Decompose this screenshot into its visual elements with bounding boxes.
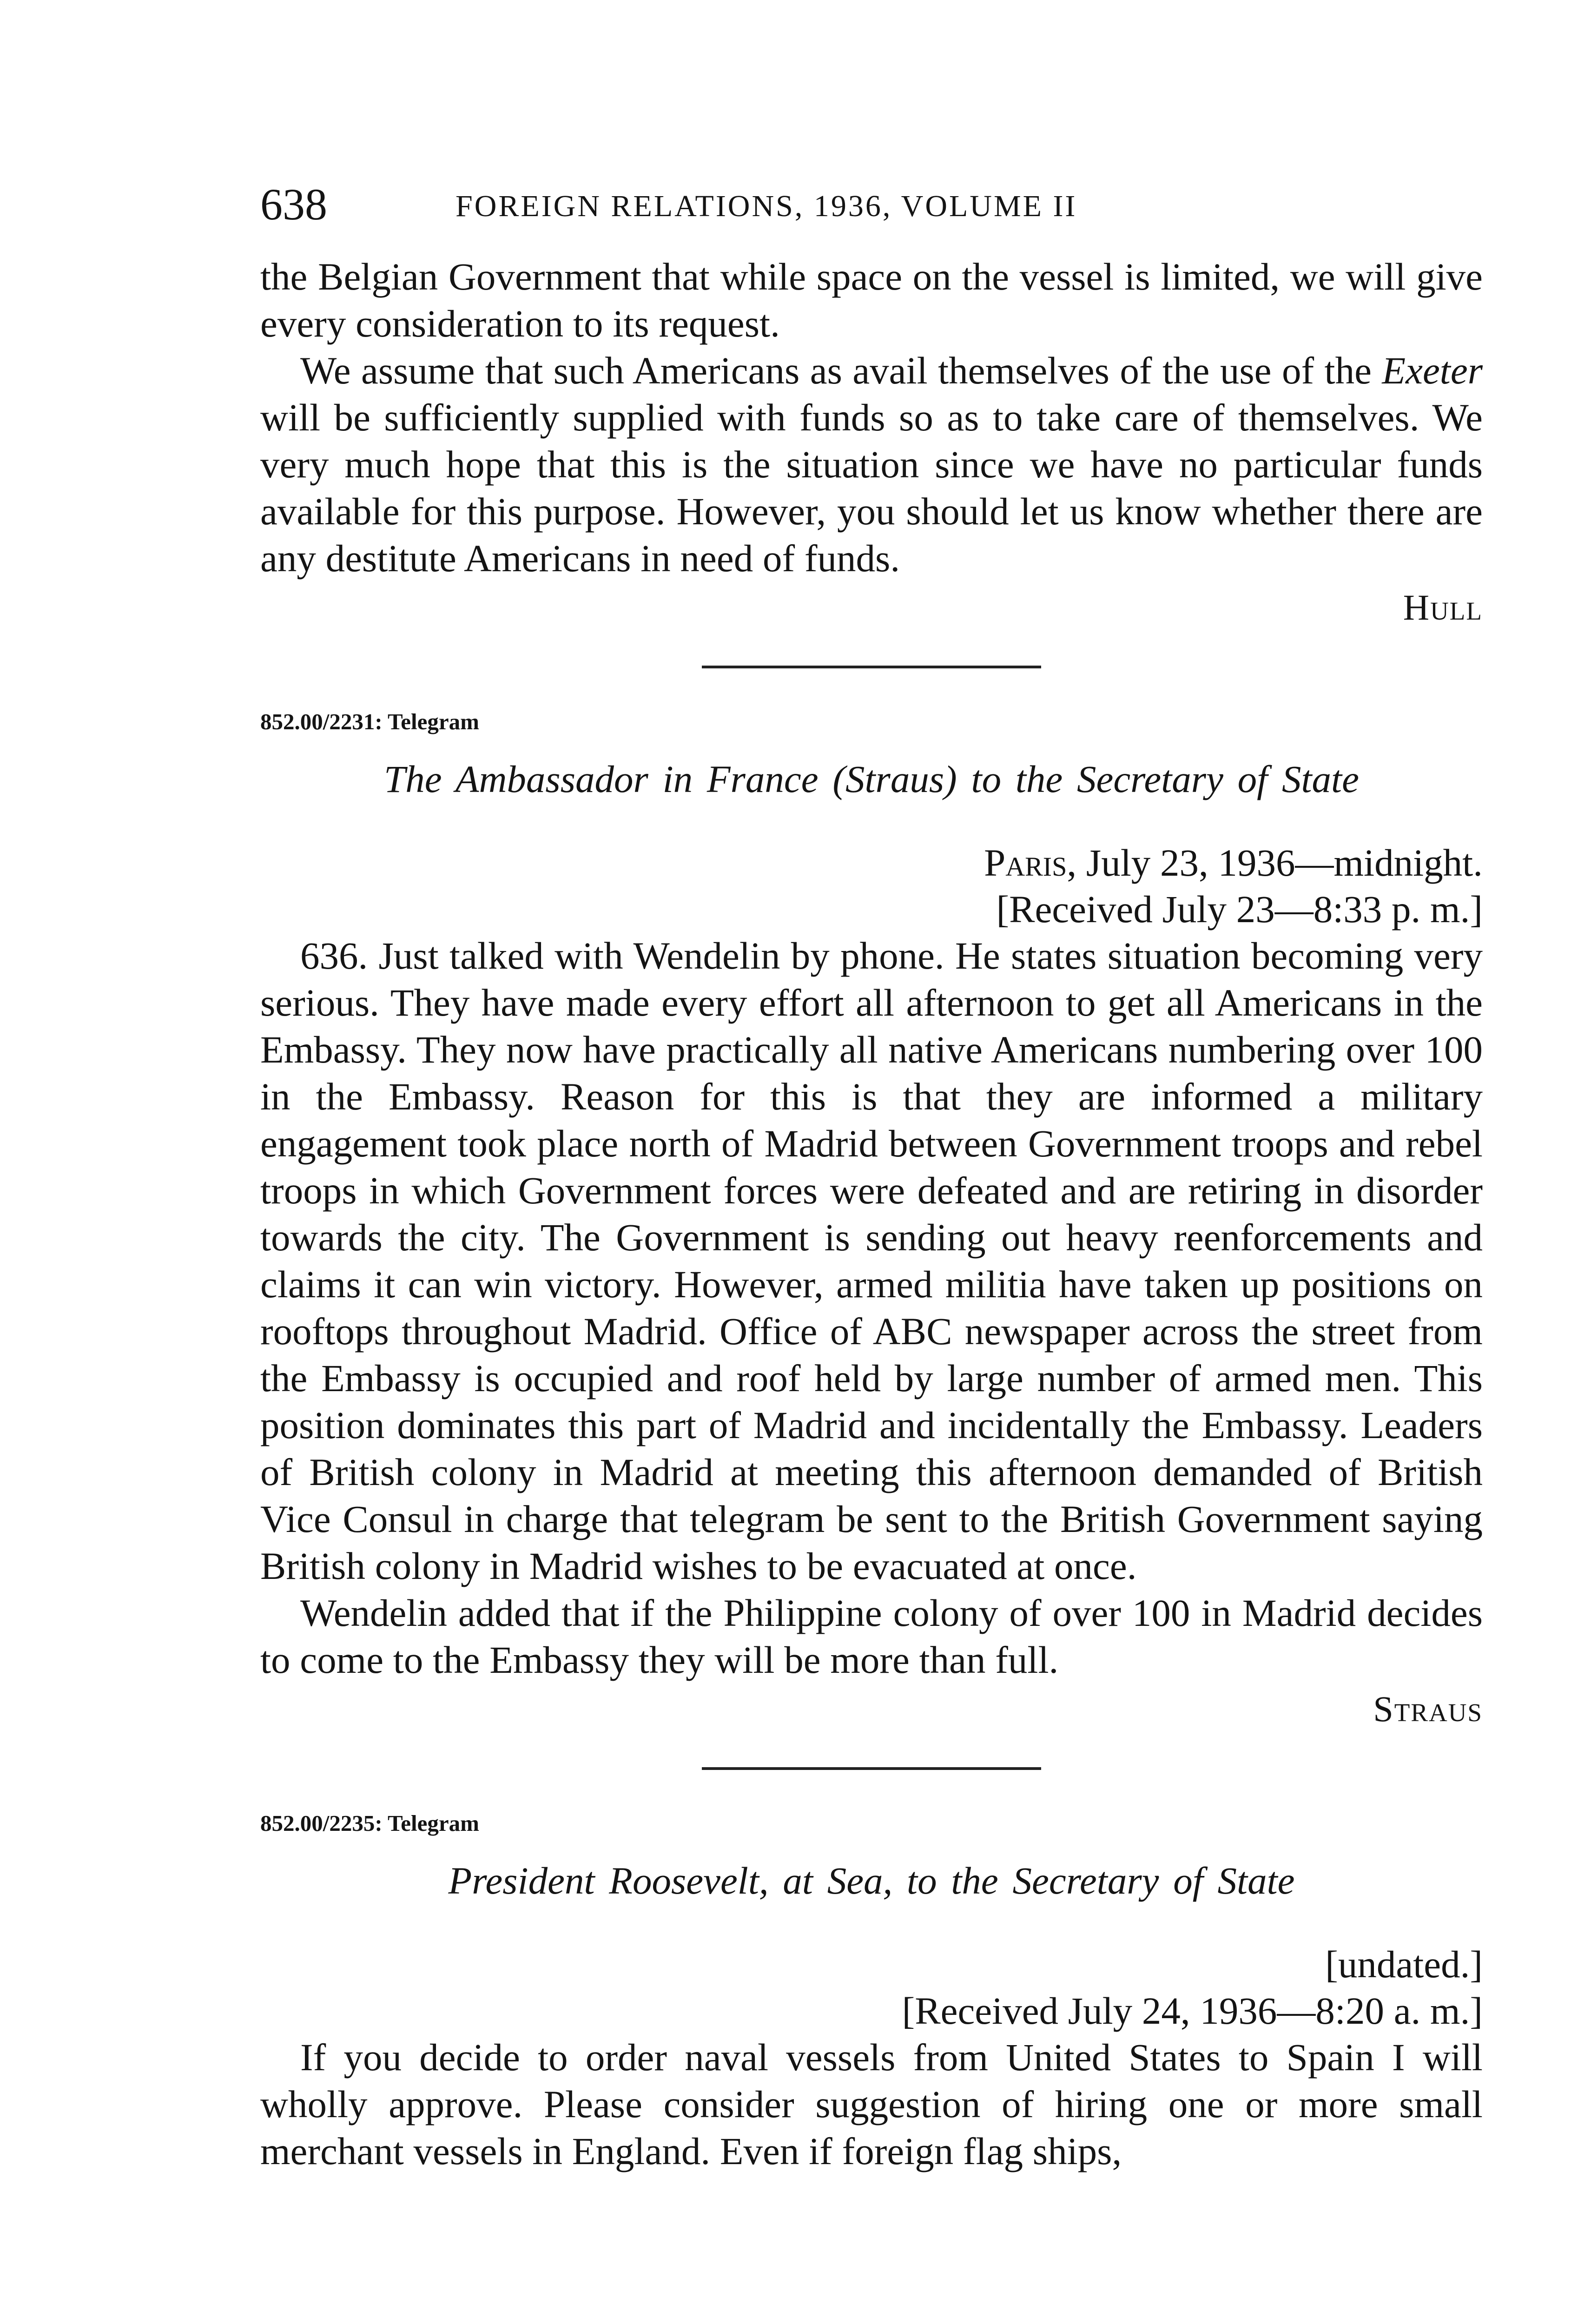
document-3-received: [Received July 24, 1936—8:20 a. m.] (902, 1989, 1483, 2032)
document-2-title: The Ambassador in France (Straus) to the Secretary of State (384, 758, 1359, 800)
continuation-section (260, 253, 1483, 633)
document-page (260, 177, 1483, 2175)
document-3-file-reference: 852.00/2235: Telegram (260, 1810, 479, 1836)
document-2-date-line (260, 839, 1483, 886)
page-number: 638 (260, 179, 327, 229)
continuation-signature: Hull (1403, 587, 1483, 627)
document-3 (260, 1802, 1483, 2175)
continuation-paragraph-2 (260, 347, 1483, 582)
running-head (260, 177, 1483, 232)
vessel-name: Exeter (1382, 349, 1483, 392)
document-2-paragraph-1: 636. Just talked with Wendelin by phone. He states situation becoming very serious. They have made every effort all afternoon to get all Americans in the Embassy. They now have practically all native Americans numbering over 100 in the Embassy. Reason for this is that they are informed a military engagement took place north of Madrid between Government troops and rebel troops in which Government forces were defeated and are retiring in disorder towards the city. The Government is sending out heavy reenforcements and claims it can win victory. However, armed militia have taken up positions on rooftops throughout Madrid. Office of ABC newspaper across the street from the Embassy is occupied and roof held by large number of armed men. This position dominates this part of Madrid and incidentally the Embassy. Leaders of British colony in Madrid at meeting this afternoon demanded of British Vice Consul in charge that telegram be sent to the British Government saying British colony in Madrid wishes to be evacuated at once. (260, 934, 1483, 1587)
document-2 (260, 701, 1483, 1735)
section-divider (702, 666, 1041, 668)
continuation-paragraph-1: the Belgian Government that while space on the vessel is limited, we will give every consideration to its request. (260, 255, 1483, 345)
document-3-dated: [undated.] (1325, 1943, 1483, 1986)
document-3-title: President Roosevelt, at Sea, to the Secretary of State (448, 1859, 1295, 1902)
volume-title: 1936, VOLUME II (813, 189, 1077, 223)
section-divider-2 (702, 1767, 1041, 1770)
document-2-file-reference: 852.00/2231: Telegram (260, 709, 479, 734)
document-3-paragraph-1: If you decide to order naval vessels from United States to Spain I will wholly approve. Please consider suggestion of hiring one or more small merchant vessels in England. Even if foreign flag ships, (260, 2036, 1483, 2172)
document-2-signature: Straus (1373, 1689, 1483, 1729)
journal-title-text: FOREIGN RELATIONS, (455, 189, 805, 223)
continuation-paragraph-2-prefix: We assume that such Americans as avail themselves of the use of the (300, 349, 1382, 392)
document-2-received: [Received July 23—8:33 p. m.] (996, 888, 1483, 931)
document-2-date: , July 23, 1936—midnight. (1067, 841, 1483, 884)
document-2-place: Paris (984, 841, 1067, 884)
continuation-paragraph-2-suffix: will be sufficiently supplied with funds so as to take care of themselves. We very much hope that this is the situation since we have no particular funds available for this purpose. However, you should let us know whether there are any destitute Americans in need of funds. (260, 396, 1483, 580)
document-2-paragraph-2: Wendelin added that if the Philippine colony of over 100 in Madrid decides to come to the Embassy they will be more than full. (260, 1591, 1483, 1681)
journal-title (455, 178, 1077, 234)
